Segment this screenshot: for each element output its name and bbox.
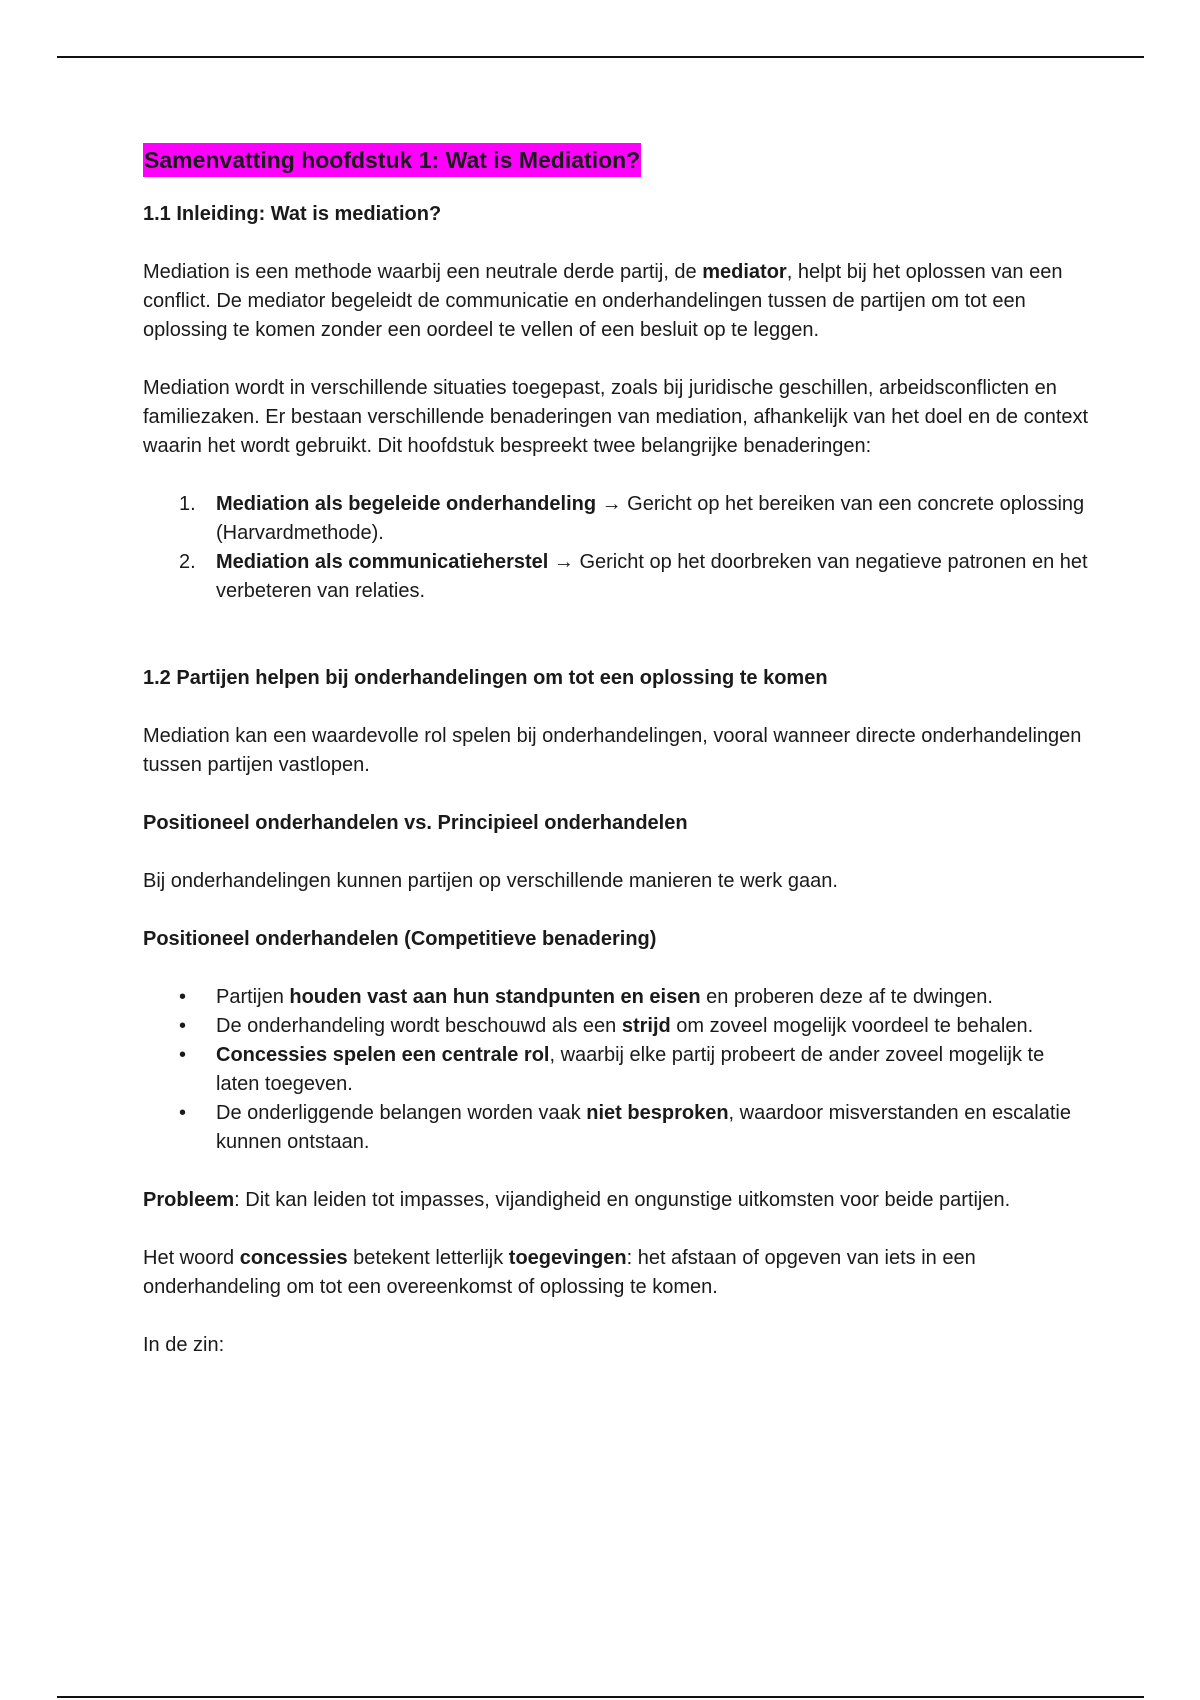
bullet-icon: • [179, 1015, 187, 1037]
paragraph-ways-of-working: Bij onderhandelingen kunnen partijen op verschillende manieren te werk gaan. [143, 870, 838, 892]
text-bold: concessies [239, 1247, 348, 1269]
text-run: betekent letterlijk [347, 1247, 509, 1269]
text-run: en proberen deze af te dwingen. [700, 986, 993, 1008]
bottom-rule [57, 1696, 1144, 1698]
subheading-positional: Positioneel onderhandelen (Competitieve benadering) [143, 928, 657, 950]
approaches-list [143, 490, 1093, 606]
text-bold: Concessies spelen een centrale rol [216, 1044, 550, 1066]
subheading-positional-vs-principled: Positioneel onderhandelen vs. Principieel onderhandelen [143, 812, 688, 834]
paragraph-in-de-zin: In de zin: [143, 1334, 225, 1356]
list-item [143, 1041, 1093, 1099]
list-item [143, 983, 1093, 1012]
document-body [143, 143, 1093, 1360]
text-run: : het afstaan of opgeven van iets in een onderhandeling om tot een overeenkomst of oplossing te komen. [143, 1247, 976, 1298]
paragraph-mediation-intro [143, 258, 1093, 345]
text-run: De onderliggende belangen worden vaak [216, 1102, 587, 1124]
text-run: , waardoor misverstanden en escalatie kunnen ontstaan. [216, 1102, 1071, 1153]
text-bold: houden vast aan hun standpunten en eisen [289, 986, 701, 1008]
text-bold: strijd [621, 1015, 671, 1037]
text-run: , waarbij elke partij probeert de ander zoveel mogelijk te laten toegeven. [216, 1044, 1045, 1095]
list-number: 2. [179, 551, 196, 573]
list-item [143, 548, 1093, 606]
list-item [143, 1012, 1093, 1041]
list-item [143, 1099, 1093, 1157]
text-run: Partijen [216, 986, 290, 1008]
bullet-icon: • [179, 1102, 187, 1124]
section-2-heading: 1.2 Partijen helpen bij onderhandelingen om tot een oplossing te komen [143, 667, 828, 689]
text-bold: Mediation als communicatieherstel [216, 551, 549, 573]
text-bold: niet besproken [586, 1102, 729, 1124]
text-bold: Probleem [143, 1189, 235, 1211]
list-number: 1. [179, 493, 196, 515]
paragraph-problem [143, 1186, 1093, 1215]
paragraph-mediation-situations: Mediation wordt in verschillende situaties toegepast, zoals bij juridische geschillen, arbeidsconflicten en familiezaken. Er bestaan verschillende benaderingen van mediation, afhankelijk van het doel en de context waarin het wordt gebruikt. Dit hoofdstuk bespreekt twee belangrijke benaderingen: [143, 377, 1089, 457]
positional-bullets [143, 983, 1093, 1157]
text-run: : Dit kan leiden tot impasses, vijandigheid en ongunstige uitkomsten voor beide partijen. [234, 1189, 1011, 1211]
text-bold: Mediation als begeleide onderhandeling [216, 493, 597, 515]
text-run: → Gericht op het doorbreken van negatieve patronen en het verbeteren van relaties. [216, 551, 1088, 602]
text-run: → Gericht op het bereiken van een concrete oplossing (Harvardmethode). [216, 493, 1085, 544]
section-1-heading: 1.1 Inleiding: Wat is mediation? [143, 203, 442, 225]
bullet-icon: • [179, 1044, 187, 1066]
paragraph-negotiation-role: Mediation kan een waardevolle rol spelen bij onderhandelingen, vooral wanneer directe onderhandelingen tussen partijen vastlopen. [143, 725, 1082, 776]
list-item [143, 490, 1093, 548]
page-title: Samenvatting hoofdstuk 1: Wat is Mediation? [143, 143, 641, 177]
text-run: om zoveel mogelijk voordeel te behalen. [670, 1015, 1034, 1037]
text-run: Mediation is een methode waarbij een neutrale derde partij, de [143, 261, 703, 283]
bullet-icon: • [179, 986, 187, 1008]
text-bold: toegevingen [508, 1247, 627, 1269]
top-rule [57, 56, 1144, 58]
text-bold: mediator [702, 261, 787, 283]
text-run: , helpt bij het oplossen van een conflict. De mediator begeleidt de communicatie en onderhandelingen tussen de partijen om tot een oplossing te komen zonder een oordeel te vellen of een besluit op te leggen. [143, 261, 1063, 341]
text-run: De onderhandeling wordt beschouwd als een [216, 1015, 622, 1037]
paragraph-concessies-definition [143, 1244, 1093, 1302]
text-run: Het woord [143, 1247, 240, 1269]
